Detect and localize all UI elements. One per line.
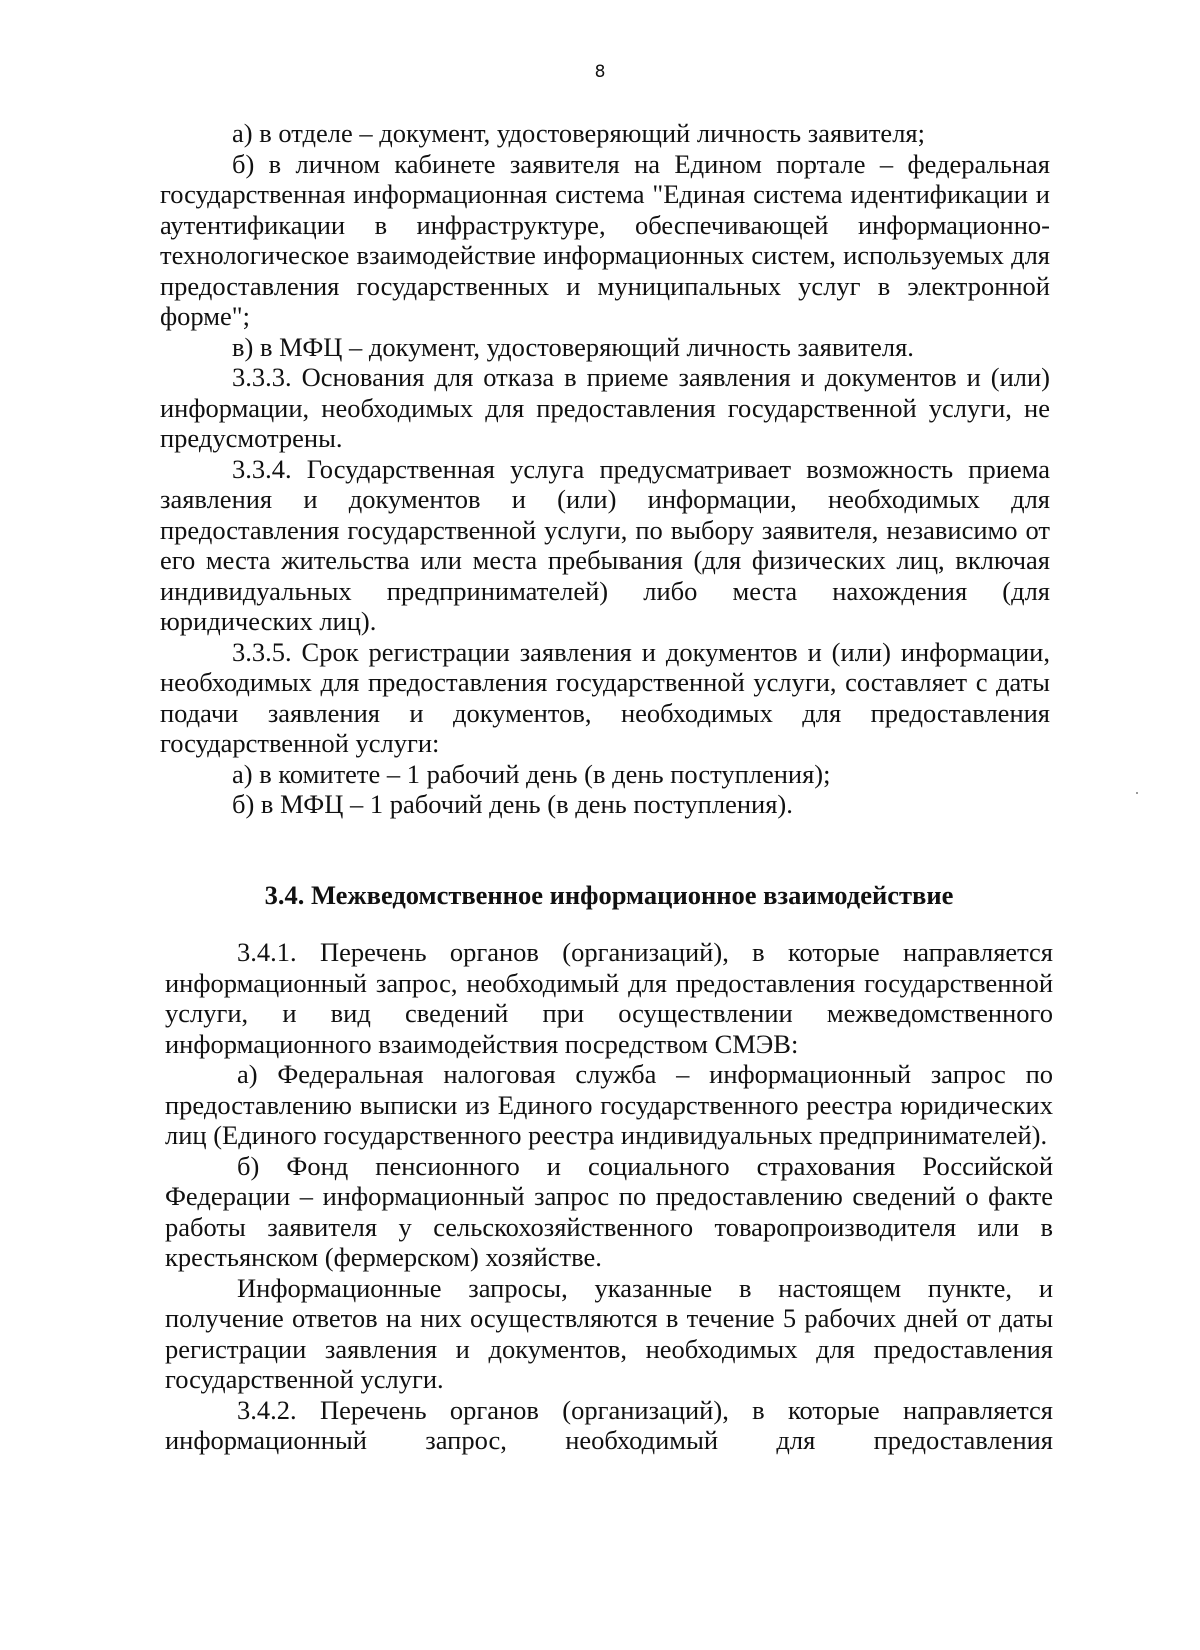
- paragraph-esia-portal: б) в личном кабинете заявителя на Едином портале – федеральная государственная информационная система "Единая система идентификации и аутентификации в инфраструктуре, обеспечивающей информационно-технологическое взаимодействие информационных систем, используемых для предоставления государственных и муниципальных услуг в электронной форме";: [160, 148, 1050, 331]
- text-block-section-3-4: [165, 937, 1053, 1456]
- paragraph-3-3-5: 3.3.5. Срок регистрации заявления и документов и (или) информации, необходимых для предоставления государственной услуги, составляет с даты подачи заявления и документов, необходимых для предоставления государственной услуги:: [160, 636, 1050, 758]
- paragraph-tax-service: а) Федеральная налоговая служба – информационный запрос по предоставлению выписки из Единого государственного реестра юридических лиц (Единого государственного реестра индивидуальных предпринимателей).: [165, 1059, 1053, 1150]
- paragraph-3-3-4: 3.3.4. Государственная услуга предусматривает возможность приема заявления и документов и (или) информации, необходимых для предоставления государственной услуги, по выбору заявителя, независимо от его места жительства или места пребывания (для физических лиц, включая индивидуальных предпринимателей) либо места нахождения (для юридических лиц).: [160, 453, 1050, 636]
- paragraph-pension-fund: б) Фонд пенсионного и социального страхования Российской Федерации – информационный запрос по предоставлению сведений о факте работы заявителя у сельскохозяйственного товаропроизводителя или в крестьянском (фермерском) хозяйстве.: [165, 1150, 1053, 1272]
- paragraph-3-3-3: 3.3.3. Основания для отказа в приеме заявления и документов и (или) информации, необходимых для предоставления государственной услуги, не предусмотрены.: [160, 362, 1050, 453]
- section-heading-3-4: 3.4. Межведомственное информационное взаимодействие: [264, 880, 954, 910]
- paragraph-term-committee: а) в комитете – 1 рабочий день (в день поступления);: [232, 758, 831, 789]
- paragraph-3-4-1: 3.4.1. Перечень органов (организаций), в которые направляется информационный запрос, необходимый для предоставления государственной услуги, и вид сведений при осуществлении межведомственного информационного взаимодействия посредством СМЭВ:: [165, 937, 1053, 1059]
- scan-speck: [1136, 792, 1138, 794]
- page-number: 8: [594, 62, 606, 82]
- paragraph-identity-document-department: а) в отделе – документ, удостоверяющий личность заявителя;: [232, 118, 925, 148]
- paragraph-identity-document-mfc: в) в МФЦ – документ, удостоверяющий личность заявителя.: [232, 331, 914, 362]
- paragraph-term-mfc: б) в МФЦ – 1 рабочий день (в день поступления).: [232, 789, 793, 819]
- paragraph-request-deadline: Информационные запросы, указанные в настоящем пункте, и получение ответов на них осуществляются в течение 5 рабочих дней от даты регистрации заявления и документов, необходимых для предоставления государственной услуги.: [165, 1272, 1053, 1394]
- paragraph-3-4-2: 3.4.2. Перечень органов (организаций), в которые направляется информационный запрос, необходимый для предоставления: [165, 1394, 1053, 1455]
- text-block-section-3-3: [160, 118, 1050, 820]
